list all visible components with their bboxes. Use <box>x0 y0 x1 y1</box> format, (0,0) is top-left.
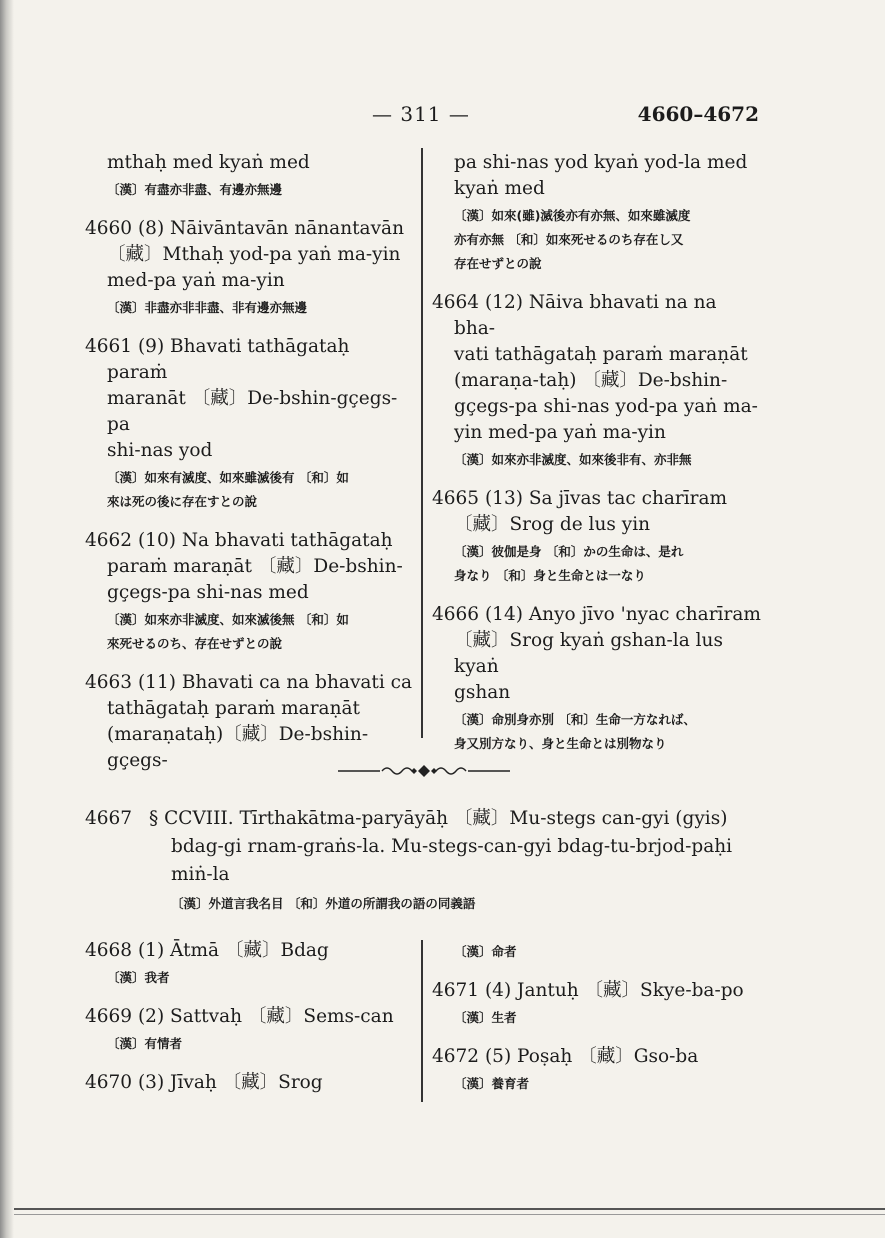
entry-4668 <box>85 938 415 990</box>
entry-4663 <box>85 670 415 774</box>
entry-headword: 4670 (3) Jīvaḥ 〔藏〕Srog <box>85 1072 323 1093</box>
page-edge-shadow <box>0 0 14 1238</box>
chinese-gloss: 〔漢〕如來有滅度、如來雖滅後有 〔和〕如 <box>107 470 349 485</box>
japanese-gloss: 來は死の後に存在すとの說 <box>107 494 258 509</box>
entry-text: tathāgataḥ paraṁ maraṇāt <box>107 698 360 719</box>
entry-headword: 4664 (12) Nāiva bhavati na na bha- <box>432 292 717 339</box>
chinese-gloss: 〔漢〕有情者 <box>107 1036 183 1051</box>
entry-text: maranāt 〔藏〕De-bshin-gçegs-pa <box>107 388 398 435</box>
japanese-gloss: 存在せずとの說 <box>454 256 542 271</box>
chinese-gloss: 〔漢〕如來亦非滅度、如來滅後無 〔和〕如 <box>107 612 349 627</box>
japanese-gloss: 身又別方なり、身と生命とは別物なり <box>454 736 667 751</box>
entry-headword: 4668 (1) Ātmā 〔藏〕Bdag <box>85 940 329 961</box>
lower-right-column <box>432 938 762 1110</box>
entry-text: (maraṇataḥ)〔藏〕De-bshin-gçegs- <box>107 724 369 771</box>
entry-4665 <box>432 486 762 588</box>
entry-text: gçegs-pa shi-nas yod-pa yaṅ ma- <box>454 396 758 417</box>
entry-4666 <box>432 602 762 756</box>
chinese-gloss: 〔漢〕養育者 <box>454 1076 530 1091</box>
entry-headword: 4671 (4) Jantuḥ 〔藏〕Skye-ba-po <box>432 980 744 1001</box>
section-text: bdag-gi rnam-graṅs-la. Mu-stegs-can-gyi bdag-tu-brjod-paḥi <box>171 836 733 857</box>
left-column <box>85 150 415 788</box>
bottom-rule-thin <box>14 1214 885 1215</box>
entry-headword: 4672 (5) Poṣaḥ 〔藏〕Gso-ba <box>432 1046 699 1067</box>
entry-text: gshan <box>454 682 511 703</box>
chinese-gloss: 亦有亦無 〔和〕如來死せるのち存在し又 <box>454 232 684 247</box>
entry-4670 <box>85 1070 415 1096</box>
lower-left-column <box>85 938 415 1110</box>
bottom-rule <box>14 1208 885 1210</box>
entry-4660 <box>85 216 415 320</box>
chinese-gloss: 〔漢〕我者 <box>107 970 170 985</box>
entry-text: pa shi-nas yod kyaṅ yod-la med <box>454 152 748 173</box>
section-number: 4667 <box>85 808 133 829</box>
entry-headword: 4661 (9) Bhavati tathāgataḥ paraṁ <box>85 336 350 383</box>
entry-headword: 4666 (14) Anyo jīvo 'nyac charīram <box>432 604 761 625</box>
entry-headword: 4665 (13) Sa jīvas tac charīram <box>432 488 728 509</box>
entry-headword: 4660 (8) Nāivāntavān nānantavān <box>85 218 404 239</box>
entry-4670-continued <box>432 940 762 964</box>
page-number: — 311 — <box>372 102 470 126</box>
entry-range: 4660–4672 <box>637 102 759 126</box>
chinese-gloss: 〔漢〕生者 <box>454 1010 517 1025</box>
chinese-gloss: 〔漢〕如來亦非滅度、如來後非有、亦非無 <box>454 452 692 467</box>
entry-continuation <box>85 150 415 202</box>
entry-text: (maraṇa-taḥ) 〔藏〕De-bshin- <box>454 370 728 391</box>
japanese-gloss: 身なり 〔和〕身と生命とは一なり <box>454 568 646 583</box>
section-4667 <box>85 805 775 917</box>
chinese-gloss: 〔漢〕如來(雖)滅後亦有亦無、如來雖滅度 <box>454 208 691 223</box>
entry-text: 〔藏〕Mthaḥ yod-pa yaṅ ma-yin <box>107 244 401 265</box>
right-column <box>432 150 762 770</box>
entry-headword: 4662 (10) Na bhavati tathāgataḥ <box>85 530 393 551</box>
entry-text: mthaḥ med kyaṅ med <box>107 152 310 173</box>
entry-4664 <box>432 290 762 472</box>
entry-headword: 4663 (11) Bhavati ca na bhavati ca <box>85 672 413 693</box>
entry-text: gçegs-pa shi-nas med <box>107 582 309 603</box>
ornament-divider <box>338 763 510 779</box>
japanese-gloss: 來死せるのち、存在せずとの說 <box>107 636 283 651</box>
entry-headword: 4669 (2) Sattvaḥ 〔藏〕Sems-can <box>85 1006 394 1027</box>
entry-4663-continued <box>432 150 762 276</box>
entry-text: 〔藏〕Srog kyaṅ gshan-la lus kyaṅ <box>454 630 723 677</box>
entry-text: 〔藏〕Srog de lus yin <box>454 514 651 535</box>
entry-text: kyaṅ med <box>454 178 545 199</box>
chinese-gloss: 〔漢〕命者 <box>454 944 517 959</box>
chinese-gloss: 〔漢〕彼伽是身 〔和〕かの生命は、是れ <box>454 544 684 559</box>
section-heading <box>85 805 775 833</box>
section-title: § CCVIII. Tīrthakātma-paryāyāḥ 〔藏〕Mu-stegs can-gyi (gyis) <box>149 808 728 829</box>
page-header <box>0 100 885 130</box>
entry-text: paraṁ maraṇāt 〔藏〕De-bshin- <box>107 556 403 577</box>
chinese-gloss: 〔漢〕命別身亦別 〔和〕生命一方なれば、 <box>454 712 696 727</box>
section-gloss: 〔漢〕外道言我名目 〔和〕外道の所謂我の語の同義語 <box>171 896 476 911</box>
entry-4669 <box>85 1004 415 1056</box>
entry-4671 <box>432 978 762 1030</box>
entry-text: vati tathāgataḥ paraṁ maraṇāt <box>454 344 748 365</box>
entry-text: yin med-pa yaṅ ma-yin <box>454 422 666 443</box>
entry-4661 <box>85 334 415 514</box>
column-divider <box>421 148 423 738</box>
entry-4672 <box>432 1044 762 1096</box>
chinese-gloss: 〔漢〕非盡亦非非盡、非有邊亦無邊 <box>107 300 308 315</box>
entry-text: med-pa yaṅ ma-yin <box>107 270 285 291</box>
entry-4662 <box>85 528 415 656</box>
chinese-gloss: 〔漢〕有盡亦非盡、有邊亦無邊 <box>107 182 283 197</box>
entry-text: shi-nas yod <box>107 440 213 461</box>
column-divider-lower <box>421 940 423 1102</box>
section-text: miṅ-la <box>171 864 230 885</box>
